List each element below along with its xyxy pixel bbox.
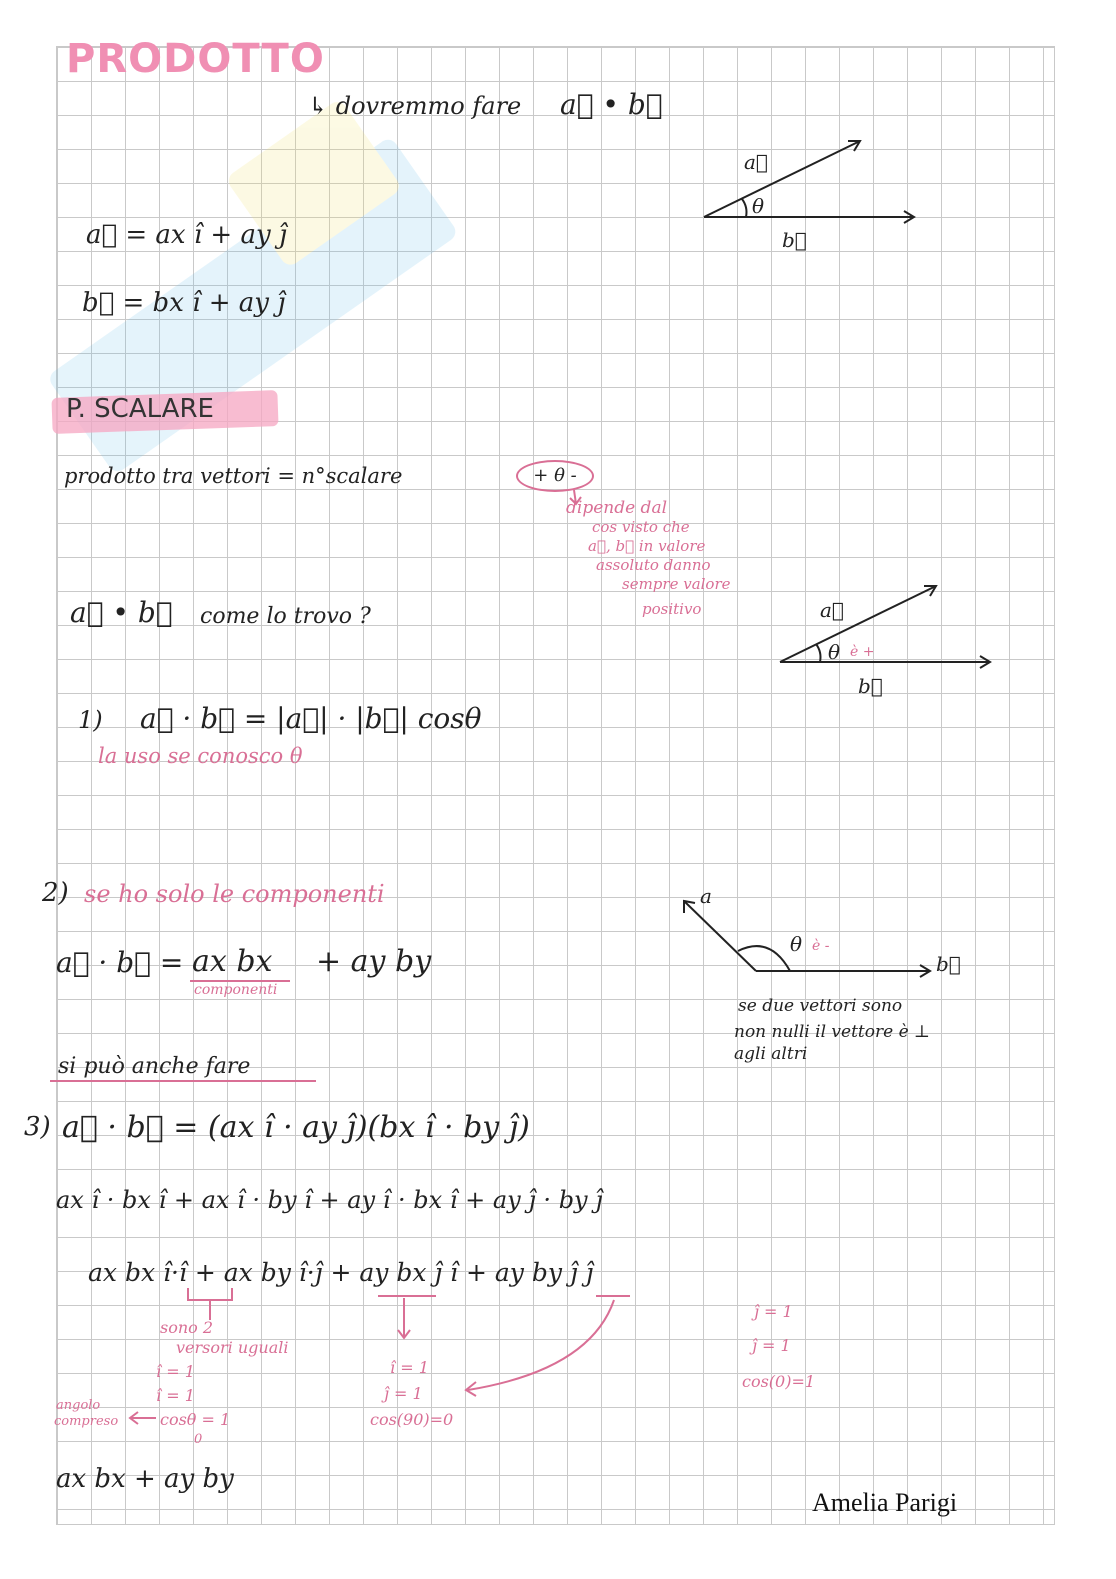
components-label: componenti bbox=[194, 982, 278, 998]
pink-note-line-2: cos visto che bbox=[592, 518, 690, 536]
method3-expansion-2: ax bx î·î + ax by î·ĵ + ay bx ĵ î + ay by ĵ ĵ bbox=[88, 1258, 594, 1287]
diagram1-label-b: b⃗ bbox=[782, 228, 807, 252]
diagram3-label-b: b⃗ bbox=[936, 952, 961, 976]
method3-intro: si può anche fare bbox=[58, 1054, 251, 1079]
method2-number: 2) bbox=[42, 878, 69, 908]
note-ij-line-1: î = 1 bbox=[390, 1358, 429, 1377]
method3-result: ax bx + ay by bbox=[56, 1464, 234, 1494]
note-ii-line-1: sono 2 bbox=[160, 1318, 214, 1337]
method2-formula-left: a⃗ · b⃗ = bbox=[56, 946, 184, 979]
note-ii-line-5: cosθ = 1 bbox=[160, 1410, 231, 1429]
diagram2-label-sign: è + bbox=[850, 644, 875, 660]
pink-note-line-5: sempre valore bbox=[622, 575, 731, 593]
pink-note-line-3: a⃗, b⃗ in valore bbox=[588, 537, 706, 555]
question-formula: a⃗ • b⃗ bbox=[70, 596, 173, 629]
scalar-statement: prodotto tra vettori = n°scalare bbox=[64, 464, 403, 488]
pink-note-line-1: dipende dal bbox=[566, 498, 668, 518]
diagram1-label-a: a⃗ bbox=[744, 150, 768, 174]
diagram2-label-a: a⃗ bbox=[820, 598, 844, 622]
note-ii-line-4: î = 1 bbox=[156, 1386, 195, 1405]
method1-note: la uso se conosco θ bbox=[98, 744, 303, 768]
author-name: Amelia Parigi bbox=[812, 1488, 958, 1517]
note-ii-line-6: 0 bbox=[194, 1432, 203, 1447]
note-ii-line-2: versori uguali bbox=[176, 1338, 289, 1357]
diagram3-label-theta: θ bbox=[790, 932, 803, 956]
note-ij-line-2: ĵ = 1 bbox=[384, 1384, 423, 1403]
note-ii-line-3: î = 1 bbox=[156, 1362, 195, 1381]
method2-heading: se ho solo le componenti bbox=[84, 880, 385, 908]
note-jj-line-1: ĵ = 1 bbox=[754, 1302, 793, 1321]
diagram3-note-line-2: non nulli il vettore è ⊥ bbox=[734, 1022, 931, 1042]
note-ij-line-3: cos(90)=0 bbox=[370, 1410, 454, 1429]
method2-formula-right: + ay by bbox=[316, 944, 432, 979]
note-jj-line-3: cos(0)=1 bbox=[742, 1372, 816, 1391]
diagram3-label-a: a bbox=[700, 884, 712, 908]
method1-number: 1) bbox=[78, 706, 103, 734]
subtitle-formula: a⃗ • b⃗ bbox=[560, 88, 663, 121]
pink-note-line-6: positivo bbox=[642, 600, 702, 618]
diagram2-label-theta: θ bbox=[828, 640, 841, 664]
diagram3-label-sign: è - bbox=[812, 938, 830, 954]
method2-components: ax bx bbox=[192, 944, 273, 979]
diagram3-note-line-1: se due vettori sono bbox=[738, 996, 903, 1016]
note-angle-line-1: angolo bbox=[56, 1398, 101, 1413]
page-title: PRODOTTO bbox=[66, 36, 325, 82]
pink-note-line-4: assoluto danno bbox=[596, 556, 711, 574]
section-heading: P. SCALARE bbox=[66, 394, 214, 424]
method1-formula: a⃗ · b⃗ = |a⃗| · |b⃗| cosθ bbox=[140, 702, 482, 735]
definition-b: b⃗ = bx î + ay ĵ bbox=[82, 288, 286, 318]
note-angle-line-2: compreso bbox=[54, 1414, 119, 1429]
question-text: come lo trovo ? bbox=[200, 604, 371, 629]
diagram1-label-theta: θ bbox=[752, 194, 765, 218]
method3-number: 3) bbox=[24, 1112, 51, 1142]
diagram3-note-line-3: agli altri bbox=[734, 1044, 808, 1064]
subtitle: ↳ dovremmo fare bbox=[308, 92, 522, 120]
definition-a: a⃗ = ax î + ay ĵ bbox=[86, 220, 287, 250]
sign-note: + θ - bbox=[516, 460, 594, 492]
method3-formula: a⃗ · b⃗ = (ax î · ay ĵ)(bx î · by ĵ) bbox=[62, 1110, 530, 1145]
method3-expansion-1: ax î · bx î + ax î · by î + ay î · bx î + ay ĵ · by ĵ bbox=[56, 1186, 603, 1214]
note-jj-line-2: ĵ = 1 bbox=[752, 1336, 791, 1355]
diagram2-label-b: b⃗ bbox=[858, 674, 883, 698]
